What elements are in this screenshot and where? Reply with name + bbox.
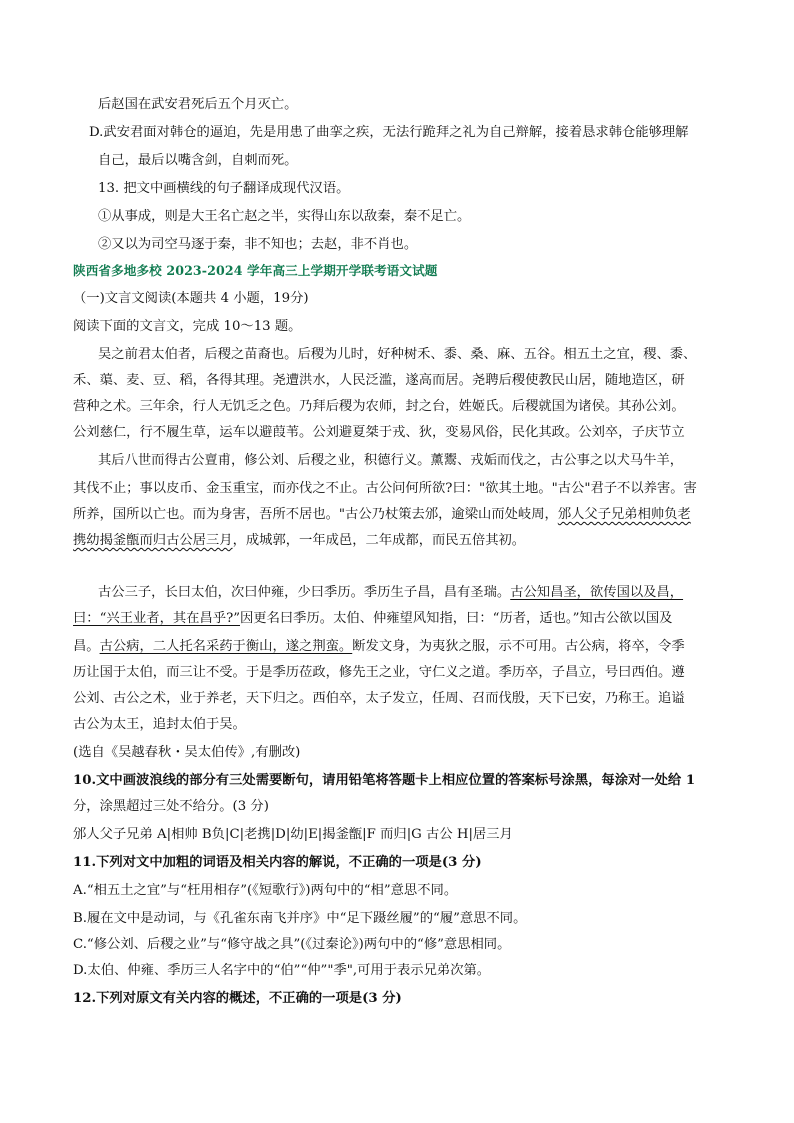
wavy-underline-text: 携幼揭釜甑而归古公居三月 (73, 533, 233, 548)
instruction: 阅读下面的文言文，完成 10～13 题。 (73, 319, 302, 334)
passage-line: 古公为太王，追封太伯于吴。 (73, 717, 246, 732)
passage-text: 所养，国所以亡也。而为身害，吾所不居也。"古公乃杖策去邠，逾梁山而处岐周， (73, 507, 558, 522)
question-10-line-2: 分，涂黑超过三处不给分。(3 分) (73, 799, 269, 814)
question-11-option-d: D.太伯、仲雍、季历三人名字中的“伯”“仲”"季",可用于表示兄弟次第。 (73, 963, 491, 978)
passage-line: 其后八世而得古公亶甫，修公刘、后稷之业，积德行义。薰鬻、戎姤而伐之，古公事之以犬马牛羊， (98, 453, 684, 468)
passage-line: 其伐不止；事以皮币、金玉重宝，而亦伐之不止。古公问何所欲?曰："欲其土地。"古公"君子不以养害。害 (73, 481, 697, 496)
passage-line (73, 610, 672, 628)
question-11: 11.下列对文中加粗的词语及相关内容的解说，不正确的一项是(3 分) (73, 855, 482, 870)
passage-line: 公刘慈仁，行不履生草，运车以避葭苇。公刘避夏桀于戎、狄，变易风俗，民化其政。公刘卒，子庆节立 (73, 425, 685, 440)
passage-line: 营种之术。三年余，行人无饥乏之色。乃拜后稷为农师，封之台，姓姬氏。后稷就国为诸侯。其孙公刘。 (73, 399, 685, 414)
question-11-option-c: C.“修公刘、后稷之业”与“修守战之具”(《过秦论》)两句中的“修”意思相同。 (73, 937, 511, 952)
passage-line: 公刘、古公之术，业于养老，天下归之。西伯卒，太子发立，任周、召而伐殷，天下已安，乃称王。追谥 (73, 691, 685, 706)
passage-text: ，成城郭，一年成邑，二年成都，而民五倍其初。 (232, 533, 526, 548)
text-line: 后赵国在武安君死后五个月灭亡。 (98, 97, 298, 112)
question-13-item-1: ①从事成，则是大王名亡赵之半，实得山东以敌秦，秦不足亡。 (98, 209, 471, 224)
question-11-option-a: A.“相五土之宜”与“枉用相存”(《短歌行》)两句中的“相”意思不同。 (73, 883, 458, 898)
underlined-text: 古公病，二人托名采药于衡山，遂之荆蛮。 (99, 639, 353, 654)
passage-line: 历让国于太伯，而三让不受。于是季历莅政，修先王之业，守仁义之道。季历卒，子昌立，号曰西伯。遵 (73, 665, 685, 680)
question-13-item-2: ②又以为司空马逐于秦，非不知也；去赵，非不肖也。 (98, 237, 418, 252)
passage-text: 因更名曰季历。太伯、仲雍望风知指，曰：“历者，适也。”知古公欲以国及 (240, 611, 673, 626)
passage-line (73, 532, 525, 550)
passage-line (73, 638, 685, 656)
passage-text: 古公三子，长曰太伯，次曰仲雍，少曰季历。季历生子昌，昌有圣瑞。 (98, 585, 511, 600)
option-d-line-2: 自己，最后以嘴含剑，自刺而死。 (98, 153, 298, 168)
passage-source: (选自《吴越春秋・吴太伯传》,有删改) (73, 745, 301, 760)
question-13: 13. 把文中画横线的句子翻译成现代汉语。 (98, 181, 350, 196)
passage-line (98, 584, 683, 602)
section-title: 陕西省多地多校 2023-2024 学年高三上学期开学联考语文试题 (73, 263, 438, 278)
passage-text: 断发文身，为夷狄之服，示不可用。古公病，将卒，令季 (352, 639, 685, 654)
passage-text: 昌。 (73, 639, 100, 654)
question-10-options: 邠人父子兄弟 A|相帅 B负|C|老携|D|幼|E|揭釜甑|F 而归|G 古公 H|居三月 (73, 827, 513, 842)
wavy-underline-text: 邠人父子兄弟相帅负老 (557, 507, 691, 522)
section-subtitle: （一)文言文阅读(本题共 4 小题，19分) (73, 291, 309, 306)
passage-line (73, 506, 691, 524)
option-d-line-1: D.武安君面对韩仓的逼迫，先是用患了曲挛之疾，无法行跪拜之礼为自己辩解，接着恳求韩仓能够理解 (89, 125, 689, 140)
question-10-text: 10.文中画波浪线的部分有三处需要断句，请用铅笔将答题卡上相应位置的答案标号涂黑，每涂对一处给 1 (73, 773, 696, 788)
underlined-text: 古公知昌圣，欲传国以及昌， (510, 585, 684, 600)
underlined-text: 曰：“兴王业者，其在昌乎?” (73, 611, 240, 626)
question-12: 12.下列对原文有关内容的概述，不正确的一项是(3 分) (73, 991, 402, 1006)
question-10 (73, 772, 695, 790)
question-11-option-b: B.履在文中是动词，与《孔雀东南飞并序》中“足下蹑丝履”的“履”意思不同。 (73, 911, 527, 926)
passage-line: 禾、蕖、麦、豆、稻，各得其理。尧遭洪水，人民泛滥，遂高而居。尧聘后稷使教民山居，随地造区，研 (73, 373, 685, 388)
passage-line: 吴之前君太伯者，后稷之苗裔也。后稷为儿时，好种树禾、黍、桑、麻、五谷。相五土之宜，稷、黍、 (98, 347, 697, 362)
